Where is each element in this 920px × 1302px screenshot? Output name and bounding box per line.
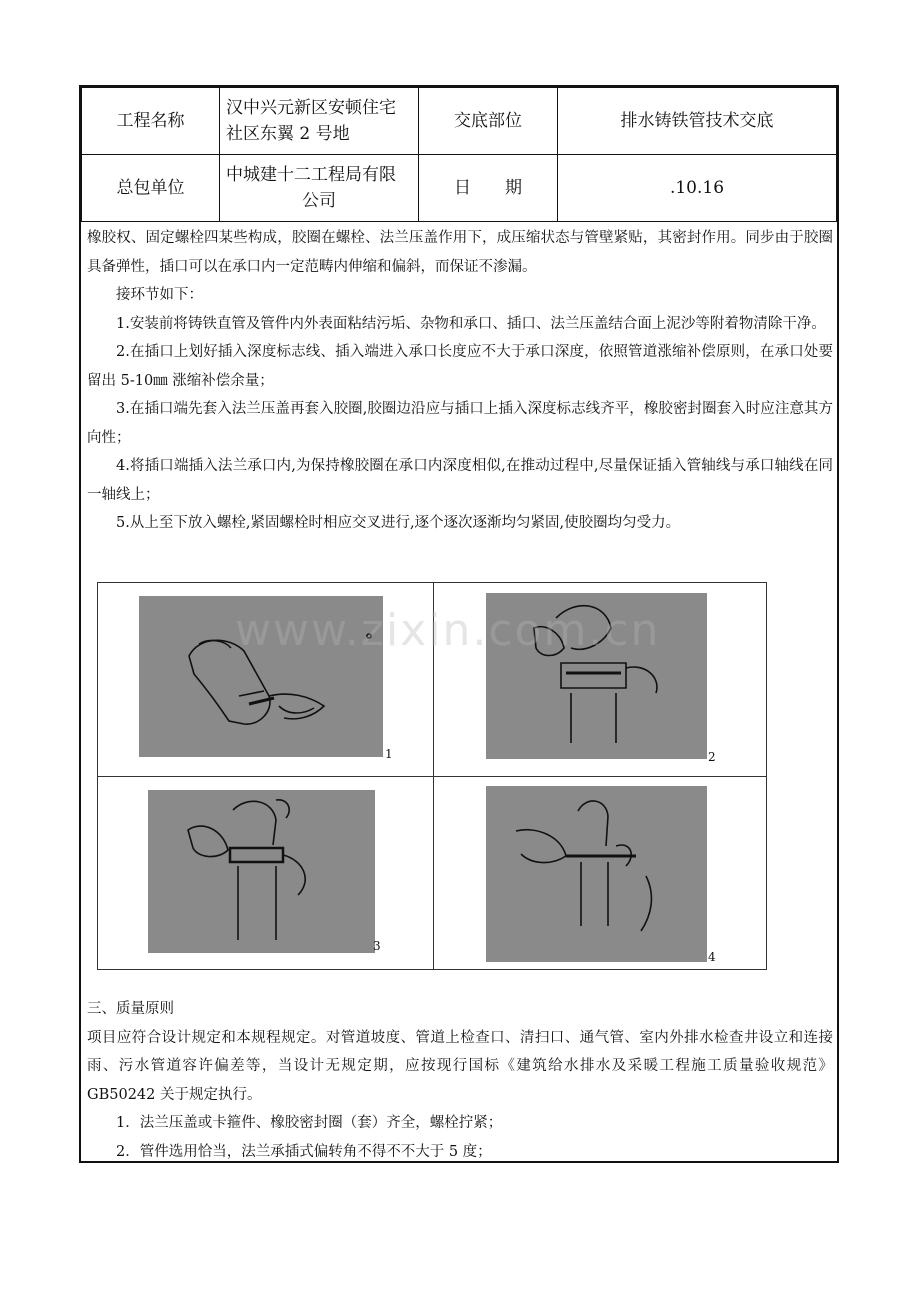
pipe-sketch-4 (486, 786, 707, 962)
figure-1-image (139, 596, 383, 757)
pipe-sketch-1 (139, 596, 383, 757)
step-item: 2.在插口上划好插入深度标志线、插入端进入承口长度应不大于承口深度，依照管道涨缩补偿原则，在承口处要留出 5-10㎜ 涨缩补偿余量； (87, 344, 833, 389)
quality-heading: 三、质量原则 (87, 1001, 174, 1017)
quality-section (87, 995, 833, 1166)
pipe-sketch-3 (148, 790, 375, 953)
project-name-value (220, 88, 419, 155)
handover-part-value: 排水铸铁管技术交底 (558, 88, 837, 155)
quality-paragraph: 项目应符合设计规定和本规程规定。对管道坡度、管道上检查口、清扫口、通气管、室内外排水检查井设立和连接雨、污水管道容许偏差等，当设计无规定期，应按现行国标《建筑给水排水及采暖工程施工质量验收规范》GB50242 关于规定执行。 (87, 1029, 833, 1103)
contractor-line2: 公司 (302, 191, 336, 211)
quality-item: 2．管件选用恰当，法兰承插式偏转角不得不不大于 5 度； (116, 1143, 492, 1160)
header-table (81, 87, 837, 222)
quality-item: 1．法兰压盖或卡箍件、橡胶密封圈（套）齐全，螺栓拧紧； (116, 1115, 503, 1131)
pipe-sketch-2 (486, 593, 707, 759)
contractor-label: 总包单位 (82, 155, 220, 222)
contractor-line1: 中城建十二工程局有限 (226, 165, 396, 185)
intro-paragraph: 橡胶权、固定螺栓四某些构成，胶圈在螺栓、法兰压盖作用下，成压缩状态与管壁紧贴，其密封作用。同步由于胶圈具备弹性，插口可以在承口内一定范畴内伸缩和偏斜，而保证不渗漏。 (87, 230, 833, 275)
header-row (82, 88, 837, 155)
project-name-label: 工程名称 (82, 88, 220, 155)
project-name-line2: 社区东翼 2 号地 (226, 124, 350, 144)
project-name-line1: 汉中兴元新区安顿住宅 (226, 98, 396, 118)
figure-2-number: 2 (708, 750, 716, 764)
step-item: 4.将插口端插入法兰承口内,为保持橡胶圈在承口内深度相似,在推动过程中,尽量保证插入管轴线与承口轴线在同一轴线上； (87, 458, 833, 503)
grid-divider (98, 776, 766, 777)
figure-4-image (486, 786, 707, 962)
contractor-value (220, 155, 419, 222)
figure-3-image (148, 790, 375, 953)
date-label: 日 期 (419, 155, 558, 222)
step-item: 5.从上至下放入螺栓,紧固螺栓时相应交叉进行,逐个逐次逐渐均匀紧固,使胶圈均匀受力。 (116, 515, 681, 531)
watermark-text: www.zixin.com.cn (235, 605, 661, 656)
document-sheet (79, 85, 839, 1163)
figure-2-image (486, 593, 707, 759)
date-value: .10.16 (558, 155, 837, 222)
figure-4-number: 4 (708, 950, 716, 964)
steps-title: 接环节如下： (116, 287, 203, 303)
figure-grid (97, 582, 767, 970)
step-item: 3.在插口端先套入法兰压盖再套入胶圈,胶圈边沿应与插口上插入深度标志线齐平，橡胶密封圈套入时应注意其方向性； (87, 401, 833, 446)
handover-part-label: 交底部位 (419, 88, 558, 155)
figure-1-number: 1 (385, 747, 393, 761)
header-row (82, 155, 837, 222)
figure-3-number: 3 (373, 939, 381, 953)
body-text (87, 224, 833, 538)
step-item: 1.安装前将铸铁直管及管件内外表面粘结污垢、杂物和承口、插口、法兰压盖结合面上泥沙等附着物清除干净。 (116, 315, 826, 332)
